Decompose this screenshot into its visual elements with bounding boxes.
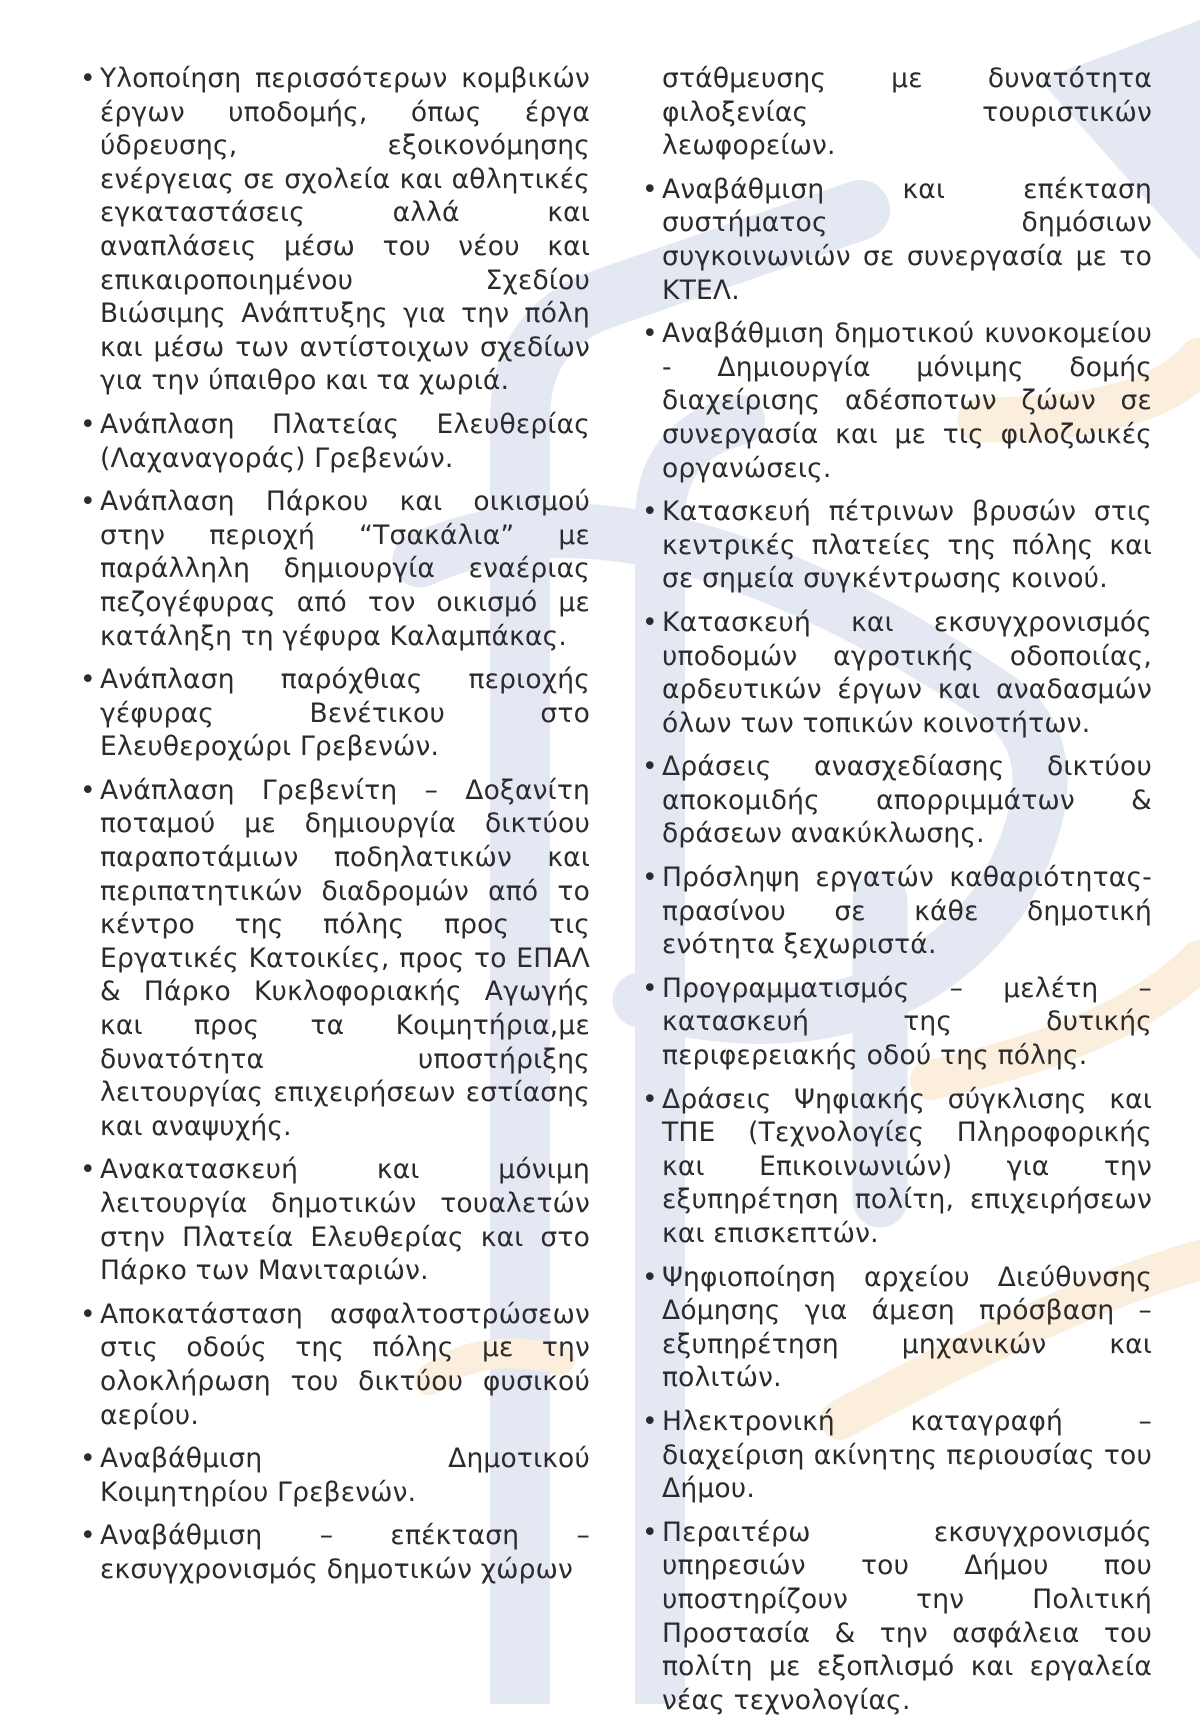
- list-item: • Ανακατασκευή και μόνιμη λειτουργία δημοτικών τουαλετών στην Πλατεία Ελευθερίας και στο Πάρκο των Μανιταριών.: [80, 1153, 590, 1287]
- list-item: • Ανάπλαση Γρεβενίτη – Δοξανίτη ποταμού με δημιουργία δικτύου παραποτάμιων ποδηλατικών και περιπατητικών διαδρομών από το κέντρο της πόλης προς τις Εργατικές Κατοικίες, προς το ΕΠΑΛ & Πάρκο Κυκλοφοριακής Αγωγής και προς τα Κοιμητήρια,με δυνατότητα υποστήριξης λειτουργίας επιχειρήσεων εστίασης και αναψυχής.: [80, 774, 590, 1144]
- right-column: [642, 62, 1152, 1727]
- list-item: • Κατασκευή πέτρινων βρυσών στις κεντρικές πλατείες της πόλης και σε σημεία συγκέντρωσης κοινού.: [642, 495, 1152, 596]
- list-item: • Αποκατάσταση ασφαλτοστρώσεων στις οδούς της πόλης με την ολοκλήρωση του δικτύου φυσικού αερίου.: [80, 1298, 590, 1432]
- list-item: • Πρόσληψη εργατών καθαριότητας- πρασίνου σε κάθε δημοτική ενότητα ξεχωριστά.: [642, 861, 1152, 962]
- list-item: • Περαιτέρω εκσυγχρονισμός υπηρεσιών του Δήμου που υποστηρίζουν την Πολιτική Προστασία & την ασφάλεια του πολίτη με εξοπλισμό και εργαλεία νέας τεχνολογίας.: [642, 1516, 1152, 1718]
- list-item: • Προγραμματισμός – μελέτη – κατασκευή της δυτικής περιφερειακής οδού της πόλης.: [642, 972, 1152, 1073]
- list-item: • Ανάπλαση Πλατείας Ελευθερίας (Λαχαναγοράς) Γρεβενών.: [80, 408, 590, 475]
- two-column-text: [80, 62, 1152, 1727]
- list-item: • Υλοποίηση περισσότερων κομβικών έργων υποδομής, όπως έργα ύδρευσης, εξοικονόμησης ενέργειας σε σχολεία και αθλητικές εγκαταστάσεις αλλά και αναπλάσεις μέσω του νέου και επικαιροποιημένου Σχεδίου Βιώσιμης Ανάπτυξης για την πόλη και μέσω των αντίστοιχων σχεδίων για την ύπαιθρο και τα χωριά.: [80, 62, 590, 398]
- list-item: • Αναβάθμιση δημοτικού κυνοκομείου - Δημιουργία μόνιμης δομής διαχείρισης αδέσποτων ζώων σε συνεργασία και με τις φιλοζωικές οργανώσεις.: [642, 317, 1152, 485]
- list-item: • Ανάπλαση Πάρκου και οικισμού στην περιοχή “Τσακάλια” με παράλληλη δημιουργία εναέριας πεζογέφυρας από τον οικισμό με κατάληξη τη γέφυρα Καλαμπάκας.: [80, 485, 590, 653]
- list-item: • Κατασκευή και εκσυγχρονισμός υποδομών αγροτικής οδοποιίας, αρδευτικών έργων και αναδασμών όλων των τοπικών κοινοτήτων.: [642, 606, 1152, 740]
- list-item: • Ηλεκτρονική καταγραφή – διαχείριση ακίνητης περιουσίας του Δήμου.: [642, 1405, 1152, 1506]
- list-item: • Ψηφιοποίηση αρχείου Διεύθυνσης Δόμησης για άμεση πρόσβαση – εξυπηρέτηση μηχανικών και πολιτών.: [642, 1261, 1152, 1395]
- list-item-continuation: στάθμευσης με δυνατότητα φιλοξενίας τουριστικών λεωφορείων.: [662, 63, 1152, 162]
- list-item: • Δράσεις ανασχεδίασης δικτύου αποκομιδής απορριμμάτων & δράσεων ανακύκλωσης.: [642, 750, 1152, 851]
- list-item: • Αναβάθμιση Δημοτικού Κοιμητηρίου Γρεβενών.: [80, 1442, 590, 1509]
- list-item: • Αναβάθμιση – επέκταση – εκσυγχρονισμός δημοτικών χώρων: [80, 1519, 590, 1586]
- list-item: • Δράσεις Ψηφιακής σύγκλισης και ΤΠΕ (Τεχνολογίες Πληροφορικής και Επικοινωνιών) για την εξυπηρέτηση πολίτη, επιχειρήσεων και επισκεπτών.: [642, 1083, 1152, 1251]
- list-item: • Ανάπλαση παρόχθιας περιοχής γέφυρας Βενέτικου στο Ελευθεροχώρι Γρεβενών.: [80, 663, 590, 764]
- left-column: [80, 62, 590, 1727]
- list-item: • Αναβάθμιση και επέκταση συστήματος δημόσιων συγκοινωνιών σε συνεργασία με το ΚΤΕΛ.: [642, 173, 1152, 307]
